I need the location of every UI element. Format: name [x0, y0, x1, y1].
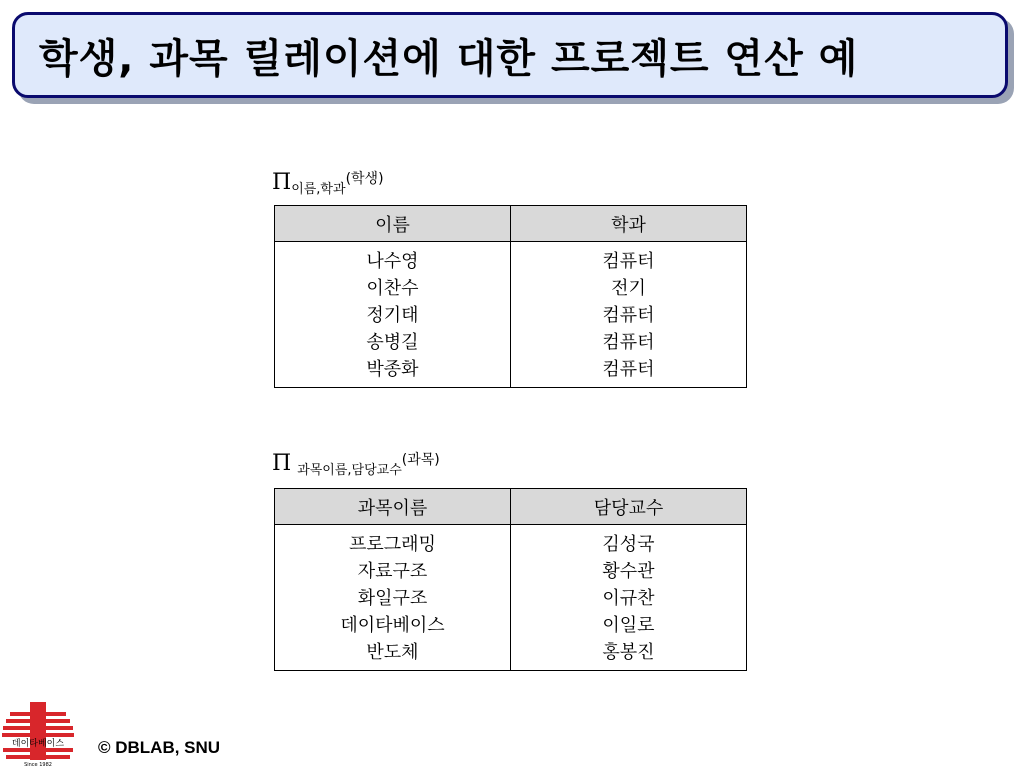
slide-title: 학생, 과목 릴레이션에 대한 프로젝트 연산 예 — [39, 35, 859, 82]
copyright-text: © DBLAB, SNU — [98, 738, 221, 757]
table-cell: 박종화 — [366, 359, 419, 380]
project-expression-1 — [272, 168, 384, 197]
table-cell: 프로그래밍 — [349, 534, 436, 555]
column-cell — [511, 525, 747, 671]
result-table-1 — [274, 205, 747, 388]
logo-text: 데이타베이스 — [11, 739, 65, 749]
column-cell — [275, 525, 511, 671]
dblab-logo — [0, 700, 76, 768]
table-cell: 자료구조 — [357, 561, 428, 582]
table-cell: 컴퓨터 — [602, 251, 655, 272]
table-cell: 황수관 — [602, 561, 655, 582]
table-cell: 이찬수 — [366, 278, 419, 299]
column-header: 담당교수 — [511, 489, 747, 525]
table-cell: 나수영 — [366, 251, 419, 272]
table-row — [275, 525, 747, 671]
table-cell: 데이타베이스 — [340, 615, 445, 636]
table-cell: 송병길 — [366, 332, 419, 353]
table-cell: 이규찬 — [602, 588, 655, 609]
table-cell: 정기태 — [366, 305, 419, 326]
projection-attributes: 이름,학과 — [291, 182, 346, 197]
column-cell — [511, 242, 747, 388]
projection-symbol: Π — [272, 451, 292, 476]
projection-attributes: 과목이름,담당교수 — [297, 463, 402, 478]
projection-relation: (과목) — [401, 452, 440, 468]
table-cell: 이일로 — [602, 615, 655, 636]
table-cell: 반도체 — [366, 642, 419, 663]
column-header: 학과 — [511, 206, 747, 242]
table-cell: 김성국 — [602, 534, 655, 555]
column-header: 이름 — [275, 206, 511, 242]
logo-since: Since 1982 — [24, 762, 52, 768]
table-cell: 홍봉진 — [602, 642, 655, 663]
table-cell: 전기 — [611, 278, 646, 299]
project-expression-2 — [272, 449, 440, 478]
table-cell: 컴퓨터 — [602, 305, 655, 326]
table-cell: 컴퓨터 — [602, 359, 655, 380]
table-row — [275, 242, 747, 388]
projection-symbol: Π — [272, 170, 292, 195]
column-cell — [275, 242, 511, 388]
table-header-row — [275, 206, 747, 242]
table-header-row — [275, 489, 747, 525]
table-cell: 화일구조 — [357, 588, 428, 609]
result-table-2 — [274, 488, 747, 671]
title-banner — [12, 12, 1008, 98]
table-cell: 컴퓨터 — [602, 332, 655, 353]
column-header: 과목이름 — [275, 489, 511, 525]
projection-relation: (학생) — [345, 171, 384, 187]
